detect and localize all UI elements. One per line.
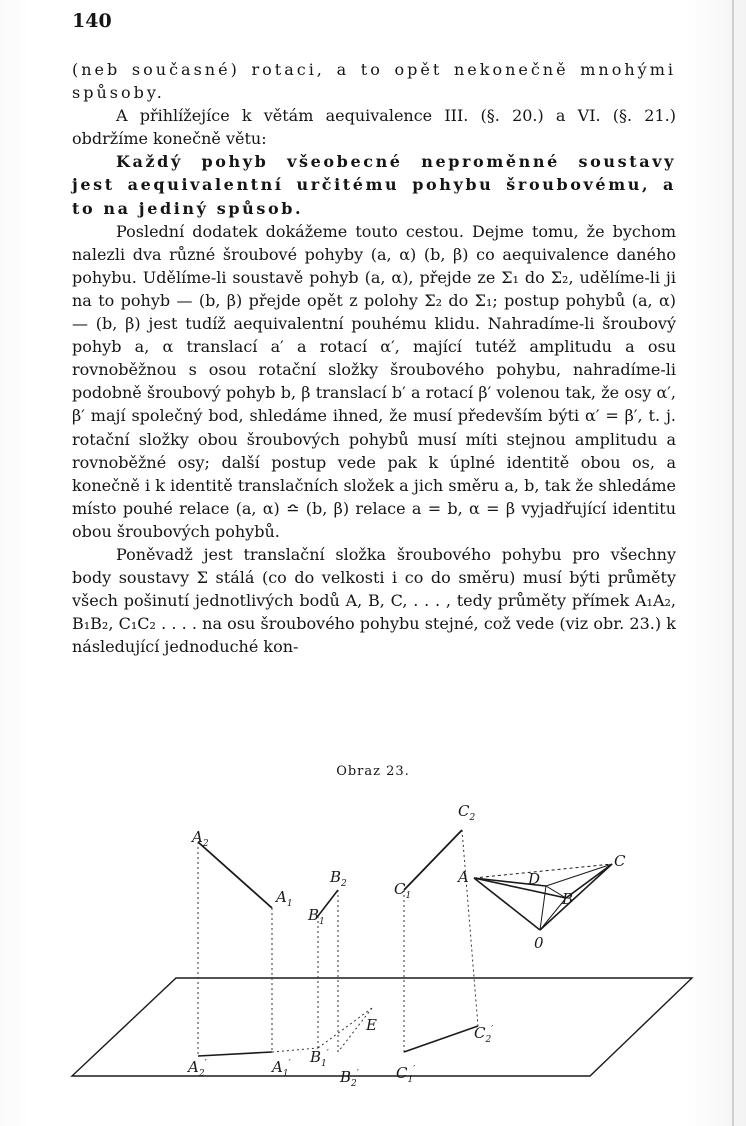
label-c1: $C_1$: [394, 880, 412, 901]
page-edge-shadow: [732, 0, 734, 1126]
aux-d-c: [546, 864, 612, 886]
label-b1-proj: $B_1'$: [310, 1048, 329, 1069]
proj-b1-e: [318, 1008, 372, 1048]
theorem-statement: Každý pohyb všeobecné neproměnné soustavy jest aequivalentní určitému pohybu šroubovému, a to na jediný spůsob.: [72, 152, 676, 218]
figure-caption: Obraz 23.: [336, 764, 410, 779]
aux-o-c: [540, 864, 612, 930]
label-b2-proj: $B_2'$: [340, 1068, 359, 1089]
label-c2-proj: $C_2'$: [474, 1024, 494, 1045]
segment-c2-c1: [404, 830, 462, 890]
label-b: B: [562, 890, 574, 908]
label-c1-proj: $C_1'$: [396, 1064, 416, 1085]
label-c: C: [614, 852, 626, 870]
label-a2-proj: $A_2'$: [188, 1058, 207, 1079]
label-o: 0: [534, 934, 544, 952]
segment-b2-b1: [318, 890, 338, 916]
projection-plane: [72, 978, 692, 1076]
diagram-svg: [0, 790, 746, 1126]
figure-diagram: [0, 790, 746, 1126]
body-text: [72, 58, 676, 658]
paragraph-continuation: (neb současné) rotaci, a to opět nekonečně mnohými spůsoby.: [72, 60, 676, 103]
label-a2: $A_2$: [192, 828, 209, 849]
segment-a2-a1: [198, 842, 272, 908]
paragraph-projection: Poněvadž jest translační složka šroubového pohybu pro všechny body soustavy Σ stálá (co do velkosti i co do směru) musí býti průměty všech pošinutí jednotlivých bodů A, B, C, . . . , tedy průměty přímek A₁A₂, B₁B₂, C₁C₂ . . . . na osu šroubového pohybu stejné, což vede (viz obr. 23.) k následující jednoduché kon-: [72, 544, 676, 657]
label-b1: $B_1$: [308, 906, 325, 927]
proj-a2-a1: [198, 1052, 272, 1056]
label-d: D: [528, 870, 541, 888]
proj-c1-c2: [404, 1026, 478, 1052]
projector-c2: [462, 830, 478, 1026]
label-a1-proj: $A_1'$: [272, 1058, 291, 1079]
page-number: 140: [72, 10, 112, 32]
paragraph-proof: Poslední dodatek dokážeme touto cestou. Dejme tomu, že bychom nalezli dva různé šroubové pohyby (a, α) (b, β) co aequivalence daného pohybu. Udělíme-li soustavě pohyb (a, α), přejde ze Σ₁ do Σ₂, udělíme-li ji na to pohyb — (b, β) přejde opět z polohy Σ₂ do Σ₁; postup pohybů (a, α) — (b, β) jest tudíž aequivalentní pouhému klidu. Nahradíme-li šroubový pohyb a, α translací a′ a rotací α′, mající tutéž amplitudu a osu rovnoběžnou s osou rotační složky šroubového pohybu, nahradíme-li podobně šroubový pohyb b, β translací b′ a rotací β′ volenou tak, že osy α′, β′ mají společný bod, shledáme ihned, že musí především býti α′ = β′, t. j. rotační složky obou šroubových pohybů musí míti stejnou amplitudu a rovnoběžné osy; další postup vede pak k úplné identitě obou os, a konečně i k identitě translačních složek a jich směru a, b, tak že shledáme místo pouhé relace (a, α) ≏ (b, β) relace a = b, α = β vyjadřující identitu obou šroubových pohybů.: [72, 221, 676, 541]
paragraph-intro: A přihlížejíce k větám aequivalence III. (§. 20.) a VI. (§. 21.) obdržíme konečně větu:: [72, 106, 676, 149]
label-e: E: [366, 1016, 377, 1034]
label-a: A: [458, 868, 469, 886]
label-a1: $A_1$: [276, 888, 293, 909]
label-c2: $C_2$: [458, 802, 476, 823]
label-b2: $B_2$: [330, 868, 347, 889]
